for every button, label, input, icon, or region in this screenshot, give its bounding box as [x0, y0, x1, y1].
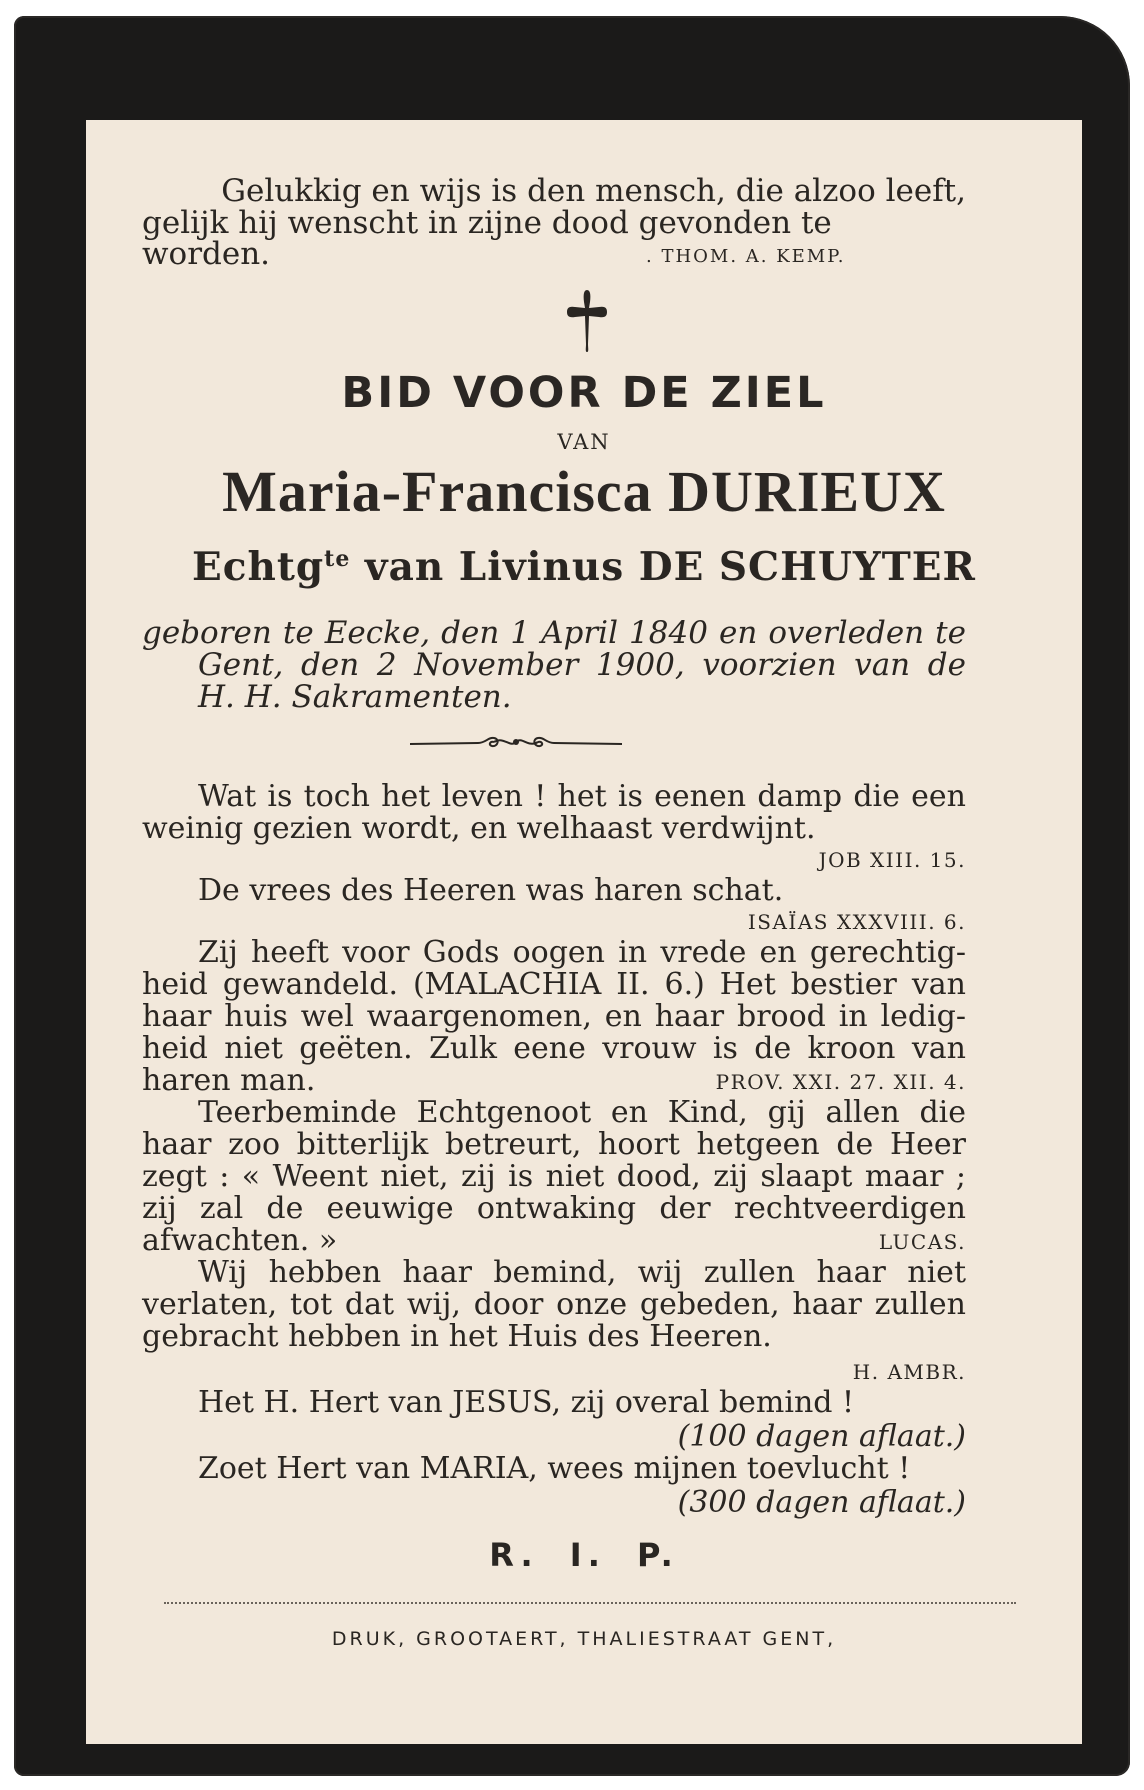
spouse-line	[86, 544, 1082, 590]
spouse-sup: te	[324, 546, 351, 572]
verse-line: gebracht hebben in het Huis des Heeren.	[142, 1319, 772, 1354]
rip-text: R. I. P.	[489, 1536, 679, 1574]
printer-credit: DRUK, GROOTAERT, THALIESTRAAT GENT,	[331, 1628, 837, 1650]
flourish-divider-icon	[408, 732, 624, 754]
verse-line: Zij heeft voor Gods oogen in vrede en gerechtig-	[198, 935, 966, 970]
epigraph-line-1: Gelukkig en wijs is den mensch, die alzoo leeft,	[221, 173, 966, 209]
verse-reference: PROV. XXI. 27. XII. 4.	[715, 1070, 966, 1094]
birth-death-line-1: geboren te Eecke, den 1 April 1840 en overleden te	[142, 615, 966, 651]
indulgence-note: (100 dagen aflaat.)	[677, 1419, 966, 1454]
verse-reference: LUCAS.	[878, 1230, 966, 1254]
page-title: BID VOOR DE ZIEL	[341, 368, 827, 418]
verse-line: Teerbeminde Echtgenoot en Kind, gij allen die	[198, 1095, 966, 1130]
verse-line: De vrees des Heeren was haren schat.	[198, 873, 784, 908]
van-label: VAN	[557, 430, 611, 454]
epigraph-source: . THOM. A. KEMP.	[646, 246, 846, 267]
mourning-card-border	[14, 16, 1130, 1776]
verse-line: haar huis wel waargenomen, en haar brood in ledig-	[142, 999, 966, 1034]
verse-line: Wat is toch het leven ! het is eenen damp die een	[198, 779, 966, 814]
card-paper	[86, 120, 1082, 1744]
verse-line: afwachten. »	[142, 1223, 338, 1258]
verse-line: Wij hebben haar bemind, wij zullen haar niet	[198, 1255, 966, 1290]
verse-line: heid niet geëten. Zulk eene vrouw is de kroon van	[142, 1031, 966, 1066]
verse-line: zegt : « Weent niet, zij is niet dood, zij slaapt maar ;	[142, 1159, 966, 1194]
birth-death-line-2: Gent, den 2 November 1900, voorzien van de	[198, 647, 966, 683]
epigraph-line-2: gelijk hij wenscht in zijne dood gevonden te worden.	[142, 205, 832, 272]
verse-line: haren man.	[142, 1063, 316, 1098]
prayer-maria: Zoet Hert van MARIA, wees mijnen toevlucht !	[198, 1451, 911, 1486]
verse-reference: ISAÏAS XXXVIII. 6.	[747, 910, 966, 934]
spouse-prefix: Echtg	[192, 544, 325, 590]
verse-line: heid gewandeld. (MALACHIA II. 6.) Het bestier van	[142, 967, 966, 1002]
spouse-rest: van Livinus DE SCHUYTER	[350, 544, 976, 590]
indulgence-note: (300 dagen aflaat.)	[677, 1485, 966, 1520]
verse-line: zij zal de eeuwige ontwaking der rechtveerdigen	[142, 1191, 966, 1226]
deceased-name: Maria-Francisca DURIEUX	[222, 459, 946, 524]
cross-icon	[565, 288, 609, 354]
prayer-jesus: Het H. Hert van JESUS, zij overal bemind !	[198, 1385, 855, 1420]
verse-line: haar zoo bitterlijk betreurt, hoort hetgeen de Heer	[142, 1127, 966, 1162]
verse-reference: H. AMBR.	[852, 1360, 966, 1384]
verse-line: weinig gezien wordt, en welhaast verdwijnt.	[142, 811, 816, 846]
dotted-divider	[164, 1602, 1016, 1604]
verse-line: verlaten, tot dat wij, door onze gebeden, haar zullen	[142, 1287, 966, 1322]
verse-reference: JOB XIII. 15.	[818, 848, 966, 872]
birth-death-line-3: H. H. Sakramenten.	[198, 679, 512, 715]
